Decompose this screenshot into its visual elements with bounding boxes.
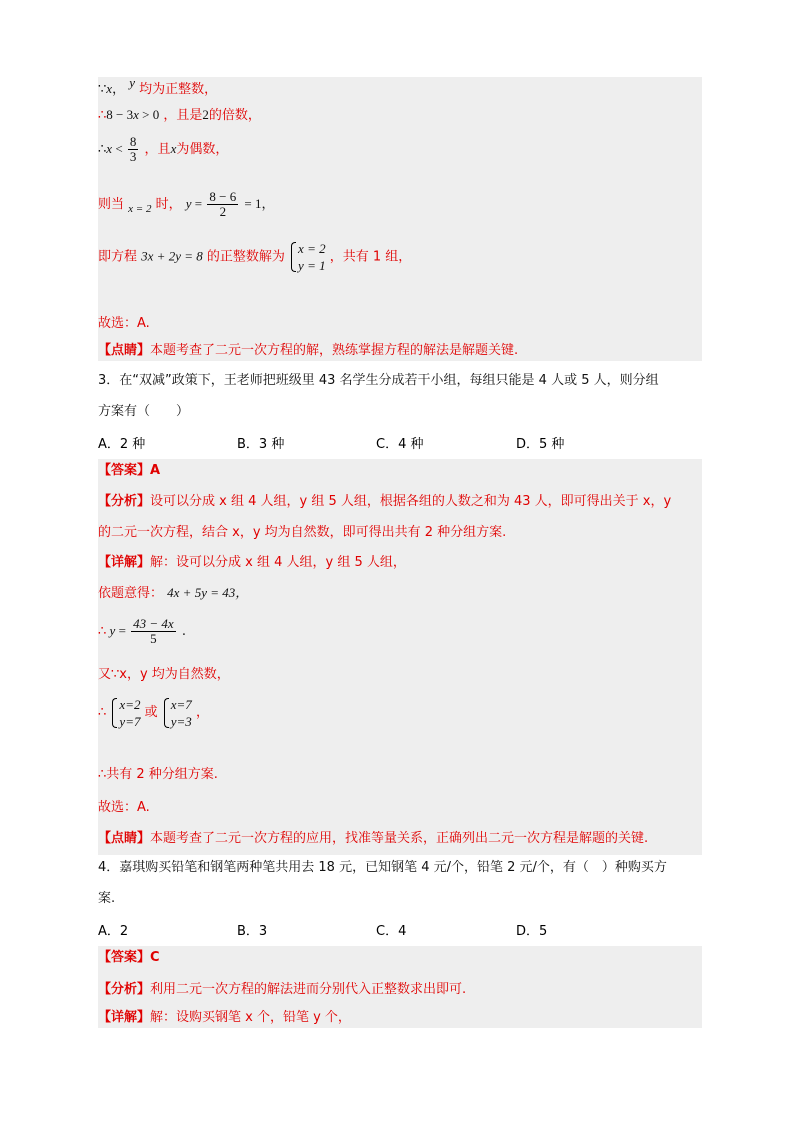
q3-option-d: D．5 种 <box>516 437 565 452</box>
q4-option-c: C．4 <box>376 924 407 939</box>
q4-option-d: D．5 <box>516 924 548 939</box>
fraction-43-4x-over-5: $\frac{43 - 4x}{5}$ <box>133 616 174 646</box>
q4-stem-line-1: 4．嘉琪购买铅笔和钢笔两种笔共用去 18 元，已知钢笔 4 元/个，铅笔 2 元/个，有（ ）种购买方 <box>98 860 667 875</box>
q4-analysis: 【分析】利用二元一次方程的解法进而分别代入正整数求出即可. <box>98 982 467 997</box>
q3-detail-line-4: 又∵x，y 均为自然数， <box>98 667 230 682</box>
q3-option-b: B．3 种 <box>237 437 285 452</box>
s1-line-2: ∴8 − 3x > 0 ，且是2的倍数， <box>98 107 261 123</box>
fraction-8-6-over-2: $\frac{8 - 6}{2}$ <box>209 189 237 219</box>
s1-line-5: 即方程 3x + 2y = 8 的正整数解为 x = 2 y = 1 ，共有 1 组， <box>98 241 412 273</box>
q3-option-c: C．4 种 <box>376 437 424 452</box>
s1-line-4: 则当 $_{x = 2}$ 时， y = $\frac{8 - 6}{2}$ = 1， <box>98 189 275 219</box>
q3-detail-line-6: ∴共有 2 种分组方案. <box>98 767 218 782</box>
q3-detail-line-1: 【详解】解：设可以分成 x 组 4 人组，y 组 5 人组， <box>98 555 406 570</box>
s1-comment: 【点睛】本题考查了二元一次方程的解，熟练掌握方程的解法是解题关键. <box>98 343 519 358</box>
q4-option-a: A．2 <box>98 924 129 939</box>
q4-detail-line-1: 【详解】解：设购买钢笔 x 个，铅笔 y 个， <box>98 1010 351 1025</box>
q4-answer: 【答案】C <box>98 950 160 965</box>
s1-line-3: ∴x < $\frac{8}{3}$ ，且x为偶数， <box>98 134 229 164</box>
q3-stem-line-1: 3．在“双减”政策下，王老师把班级里 43 名学生分成若干小组，每组只能是 4 人或 5 人，则分组 <box>98 373 659 388</box>
s1-choice: 故选：A. <box>98 316 150 331</box>
q4-option-b: B．3 <box>237 924 268 939</box>
q3-detail-line-5: ∴ x=2 y=7 或 x=7 y=3 ， <box>98 697 209 729</box>
s1-line-1: ∵x， y 均为正整数， <box>98 75 218 97</box>
fraction-8-3: $\frac{8}{3}$ <box>129 134 137 164</box>
q3-choice: 故选：A. <box>98 800 150 815</box>
solution-block-3 <box>98 459 702 855</box>
q3-detail-line-2: 依题意得： 4x + 5y = 43， <box>98 585 249 601</box>
q3-option-a: A．2 种 <box>98 437 146 452</box>
system-brace-2: x=7 y=3 <box>164 696 192 730</box>
q3-analysis-line-1: 【分析】设可以分成 x 组 4 人组，y 组 5 人组，根据各组的人数之和为 43 人，即可得出关于 x，y <box>98 494 672 509</box>
q3-comment: 【点睛】本题考查了二元一次方程的应用，找准等量关系，正确列出二元一次方程是解题的关键. <box>98 831 649 846</box>
q3-detail-line-3: ∴ y = $\frac{43 - 4x}{5}$ . <box>98 616 186 646</box>
q3-analysis-line-2: 的二元一次方程，结合 x，y 均为自然数，即可得出共有 2 种分组方案. <box>98 525 507 540</box>
q3-stem-line-2: 方案有（ ） <box>98 404 190 419</box>
q3-answer: 【答案】A <box>98 463 161 478</box>
system-brace-1: x=2 y=7 <box>112 696 140 730</box>
q4-stem-line-2: 案. <box>98 891 116 906</box>
solution-system-brace: x = 2 y = 1 <box>291 240 326 274</box>
